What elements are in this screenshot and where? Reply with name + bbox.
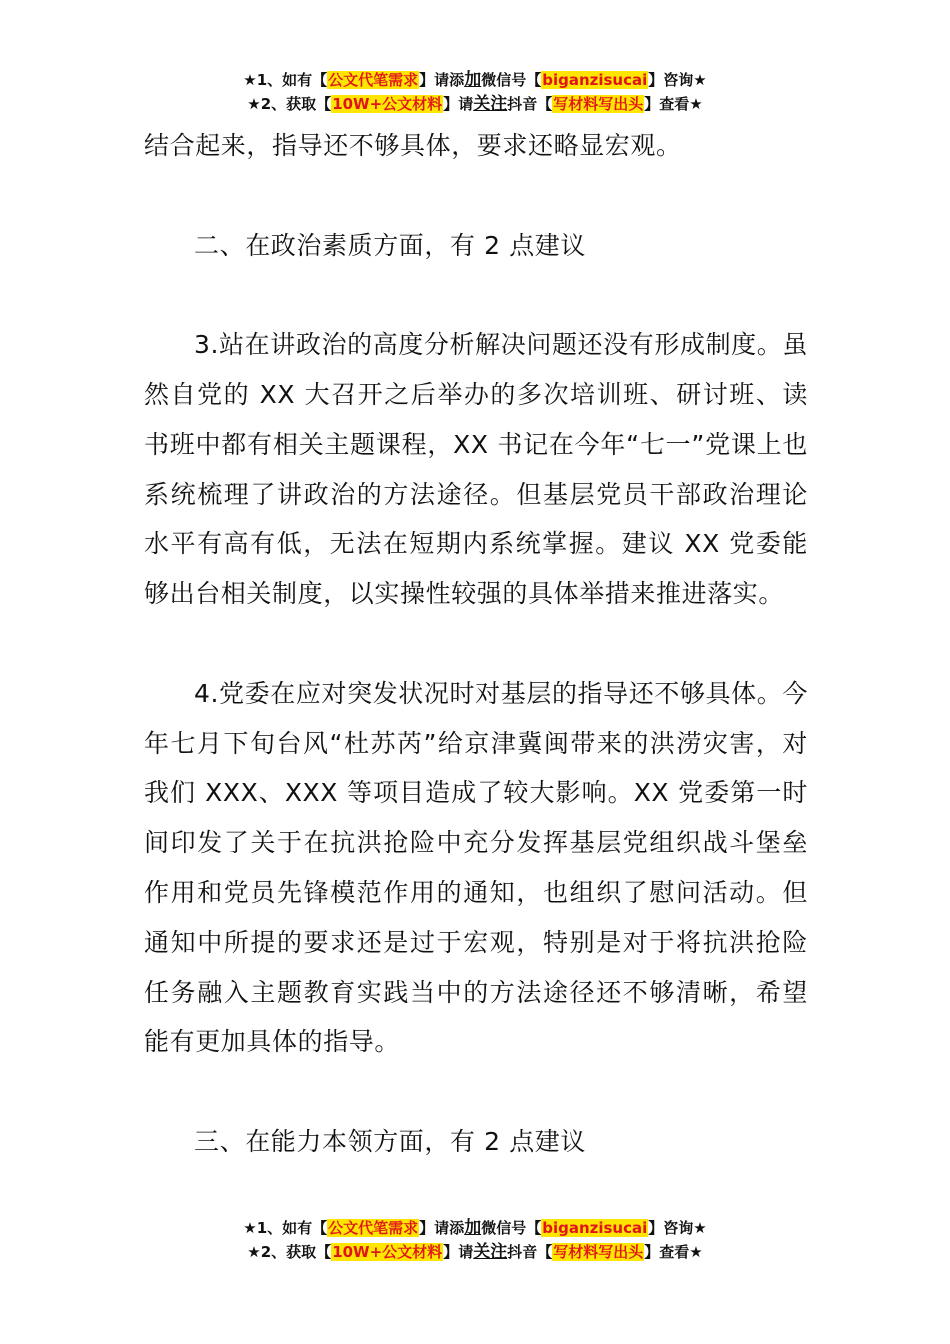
promo-text: 抖音【 bbox=[507, 1243, 553, 1261]
header-promo-banner bbox=[0, 68, 950, 116]
promo-highlight-service: 公文代笔需求 bbox=[328, 71, 419, 89]
promo-text: 】请 bbox=[443, 1243, 474, 1261]
promo-text: 】请添 bbox=[419, 71, 465, 89]
promo-text: ★2、获取【 bbox=[247, 95, 332, 113]
promo-text: 】查看★ bbox=[644, 1243, 703, 1261]
promo-highlight-wechat-id: biganzisucai bbox=[542, 71, 648, 89]
promo-text: 微信号【 bbox=[481, 1219, 542, 1237]
promo-text: 】查看★ bbox=[644, 95, 703, 113]
promo-text: ★1、如有【 bbox=[243, 1219, 328, 1237]
promo-text-emphasis: 加 bbox=[464, 70, 482, 90]
paragraph-continuation: 结合起来，指导还不够具体，要求还略显宏观。 bbox=[144, 131, 682, 160]
promo-line-1 bbox=[0, 1216, 950, 1240]
promo-text: 】请 bbox=[443, 95, 474, 113]
paragraph-item-4: 4.党委在应对突发状况时对基层的指导还不够具体。今年七月下旬台风“杜苏芮”给京津冀闽带来的洪涝灾害，对我们 XXX、XXX 等项目造成了较大影响。XX 党委第一时间印发了关于在抗洪抢险中充分发挥基层党组织战斗堡垒作用和党员先锋模范作用的通知，也组织了慰问活动。但通知中所提的要求还是过于宏观，特别是对于将抗洪抢险任务融入主题教育实践当中的方法途径还不够清晰，希望能有更加具体的指导。 bbox=[144, 678, 808, 1057]
promo-text: 】咨询★ bbox=[648, 1219, 707, 1237]
promo-highlight-service: 公文代笔需求 bbox=[328, 1219, 419, 1237]
promo-highlight-materials: 10W+公文材料 bbox=[332, 1243, 443, 1261]
promo-line-2 bbox=[0, 1240, 950, 1264]
promo-text-emphasis: 关注 bbox=[473, 1242, 508, 1262]
promo-text-emphasis: 关注 bbox=[473, 94, 508, 114]
promo-text: 】咨询★ bbox=[648, 71, 707, 89]
promo-text: 抖音【 bbox=[507, 95, 553, 113]
document-body bbox=[144, 121, 808, 1167]
section-heading-political-quality: 二、在政治素质方面，有 2 点建议 bbox=[194, 230, 587, 260]
promo-highlight-wechat-id: biganzisucai bbox=[542, 1219, 648, 1237]
promo-highlight-douyin-id: 写材料写出头 bbox=[553, 95, 644, 113]
promo-highlight-douyin-id: 写材料写出头 bbox=[553, 1243, 644, 1261]
promo-text: ★1、如有【 bbox=[243, 71, 328, 89]
promo-line-2 bbox=[0, 92, 950, 116]
promo-line-1 bbox=[0, 68, 950, 92]
promo-text: 】请添 bbox=[419, 1219, 465, 1237]
promo-highlight-materials: 10W+公文材料 bbox=[332, 95, 443, 113]
promo-text-emphasis: 加 bbox=[464, 1218, 482, 1238]
section-heading-ability: 三、在能力本领方面，有 2 点建议 bbox=[194, 1126, 587, 1156]
paragraph-item-3: 3.站在讲政治的高度分析解决问题还没有形成制度。虽然自党的 XX 大召开之后举办的多次培训班、研讨班、读书班中都有相关主题课程，XX 书记在今年“七一”党课上也系统梳理了讲政治的方法途径。但基层党员干部政治理论水平有高有低，无法在短期内系统掌握。建议 XX 党委能够出台相关制度，以实操性较强的具体举措来推进落实。 bbox=[144, 330, 808, 609]
promo-text: 微信号【 bbox=[481, 71, 542, 89]
footer-promo-banner bbox=[0, 1216, 950, 1264]
promo-text: ★2、获取【 bbox=[247, 1243, 332, 1261]
